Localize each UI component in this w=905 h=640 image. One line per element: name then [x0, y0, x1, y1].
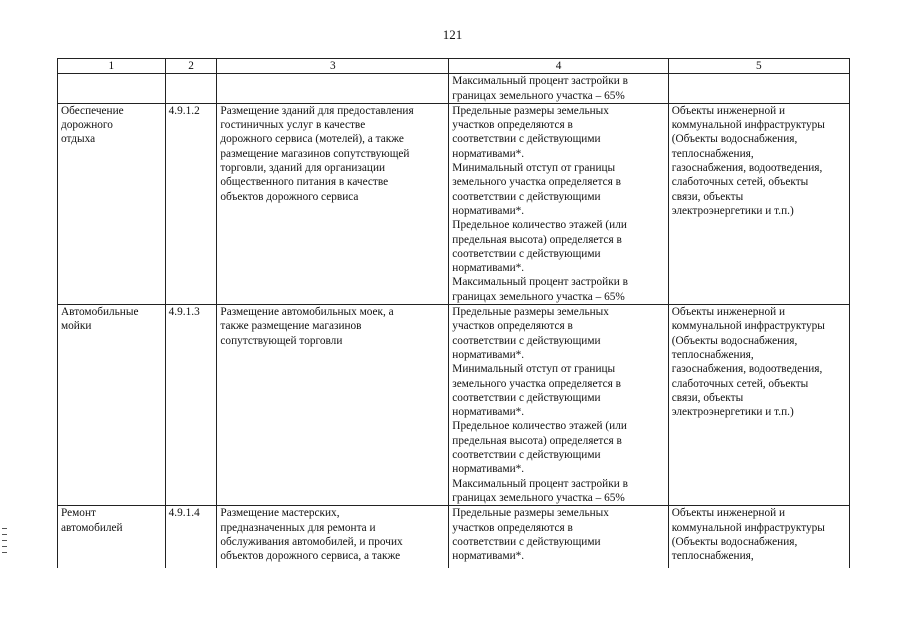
objects-cell: Объекты инженерной и коммунальной инфраструктуры (Объекты водоснабжения, теплоснабжения, [668, 506, 849, 568]
margin-mark [2, 540, 7, 541]
use-code-cell: 4.9.1.2 [165, 103, 217, 304]
margin-mark [2, 552, 7, 553]
column-header: 4 [449, 59, 668, 74]
description-cell: Размещение мастерских, предназначенных для ремонта и обслуживания автомобилей, и прочих объектов дорожного сервиса, а также [217, 506, 449, 568]
parameters-cell: Предельные размеры земельных участков определяются в соответствии с действующими нормативами*. [449, 506, 668, 568]
margin-mark [2, 534, 7, 535]
column-header: 5 [668, 59, 849, 74]
description-cell [217, 74, 449, 104]
description-cell: Размещение автомобильных моек, а также размещение магазинов сопутствующей торговли [217, 305, 449, 506]
table-row [58, 506, 850, 568]
column-header: 1 [58, 59, 166, 74]
parameters-cell: Максимальный процент застройки в границах земельного участка – 65% [449, 74, 668, 104]
use-name-cell: Обеспечение дорожного отдыха [58, 103, 166, 304]
use-name-cell: Ремонт автомобилей [58, 506, 166, 568]
use-code-cell: 4.9.1.3 [165, 305, 217, 506]
parameters-cell: Предельные размеры земельных участков определяются в соответствии с действующими нормативами*. Минимальный отступ от границы земельного участка определяется в соответствии с действующими нормативами*. Предельное количество этажей (или предельная высота) определяется в соответствии с действующими нормативами*. Максимальный процент застройки в границах земельного участка – 65% [449, 305, 668, 506]
objects-cell: Объекты инженерной и коммунальной инфраструктуры (Объекты водоснабжения, теплоснабжения, газоснабжения, водоотведения, слаботочных сетей, объекты связи, объекты электроэнергетики и т.п.) [668, 305, 849, 506]
page-number: 121 [442, 27, 463, 42]
description-cell: Размещение зданий для предоставления гостиничных услуг в качестве дорожного сервиса (мотелей), а также размещение магазинов сопутствующей торговли, зданий для организации общественного питания в качестве объектов дорожного сервиса [217, 103, 449, 304]
table-row [58, 305, 850, 506]
parameters-cell: Предельные размеры земельных участков определяются в соответствии с действующими нормативами*. Минимальный отступ от границы земельного участка определяется в соответствии с действующими нормативами*. Предельное количество этажей (или предельная высота) определяется в соответствии с действующими нормативами*. Максимальный процент застройки в границах земельного участка – 65% [449, 103, 668, 304]
use-name-cell [58, 74, 166, 104]
column-header: 2 [165, 59, 217, 74]
column-header: 3 [217, 59, 449, 74]
objects-cell [668, 74, 849, 104]
land-use-table [57, 58, 850, 568]
margin-mark [2, 546, 7, 547]
margin-marks [2, 528, 8, 558]
table-row [58, 74, 850, 104]
table-row [58, 103, 850, 304]
header-row [58, 59, 850, 74]
use-name-cell: Автомобильные мойки [58, 305, 166, 506]
use-code-cell: 4.9.1.4 [165, 506, 217, 568]
margin-mark [2, 528, 7, 529]
objects-cell: Объекты инженерной и коммунальной инфраструктуры (Объекты водоснабжения, теплоснабжения, газоснабжения, водоотведения, слаботочных сетей, объекты связи, объекты электроэнергетики и т.п.) [668, 103, 849, 304]
use-code-cell [165, 74, 217, 104]
